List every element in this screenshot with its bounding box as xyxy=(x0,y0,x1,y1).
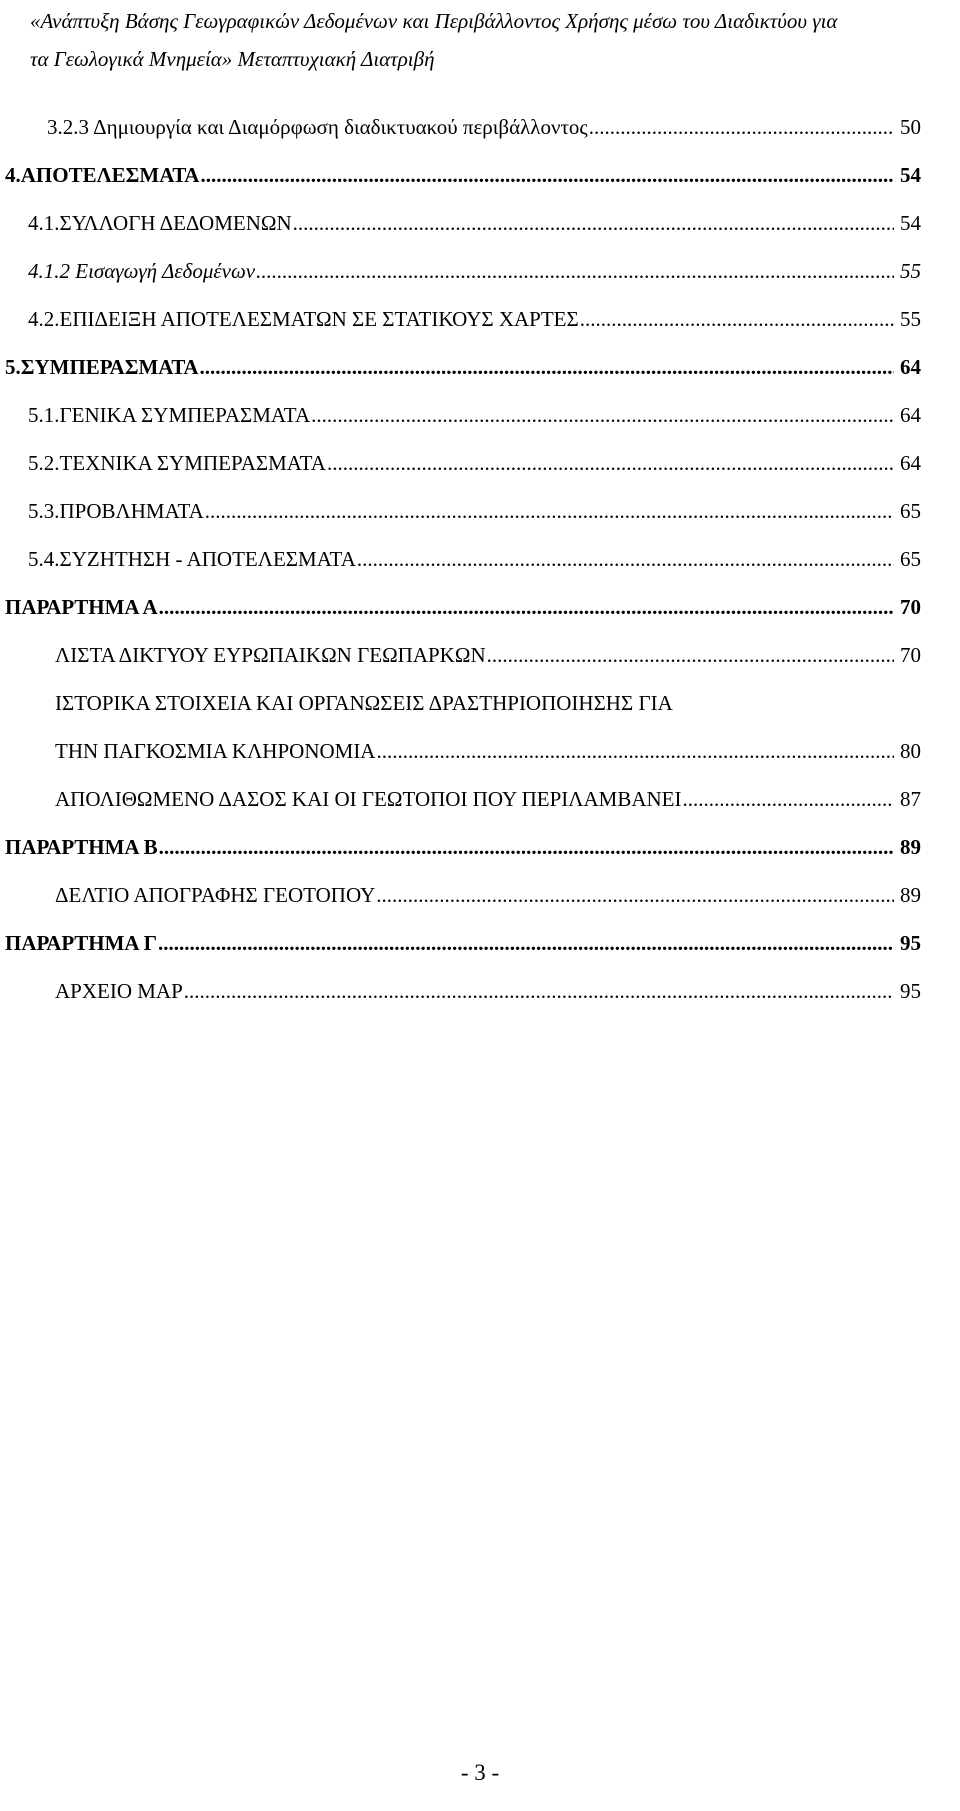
toc-entry-label: 4.1.ΣΥΛΛΟΓΗ ΔΕΔΟΜΕΝΩΝ xyxy=(28,211,292,235)
toc-entry-label: 4.1.2 Εισαγωγή Δεδομένων xyxy=(28,259,256,283)
toc-entry-page: 89 xyxy=(900,883,921,907)
toc-entry[interactable] xyxy=(5,592,921,622)
toc-entry-page: 65 xyxy=(900,499,921,523)
toc-entry-label: ΠΑΡΑΡΤΗΜΑ Γ xyxy=(5,931,158,955)
toc-entry-page: 80 xyxy=(900,739,921,763)
toc-entry-page: 55 xyxy=(900,259,921,283)
toc-entry[interactable] xyxy=(28,400,921,430)
toc-entry-label: ΑΡΧΕΙΟ MAP xyxy=(55,979,183,1003)
page-number: - 3 - xyxy=(460,1760,500,1785)
toc-entry-label: ΔΕΛΤΙΟ ΑΠΟΓΡΑΦΗΣ ΓΕΟΤΟΠΟΥ xyxy=(55,883,376,907)
toc-entry-page: 54 xyxy=(900,211,921,235)
document-header xyxy=(30,2,930,78)
toc-entry[interactable] xyxy=(55,880,921,910)
toc-entry[interactable] xyxy=(5,160,921,190)
toc-entry-label: ΤΗΝ ΠΑΓΚΟΣΜΙΑ ΚΛΗΡΟΝΟΜΙΑ xyxy=(55,739,376,763)
toc-entry[interactable] xyxy=(28,496,921,526)
header-line-2: τα Γεωλογικά Μνημεία» Μεταπτυχιακή Διατριβή xyxy=(30,47,435,71)
toc-entry-label[interactable]: ΙΣΤΟΡΙΚΑ ΣΤΟΙΧΕΙΑ ΚΑΙ ΟΡΓΑΝΩΣΕΙΣ ΔΡΑΣΤΗΡΙΟΠΟΙΗΣΗΣ ΓΙΑ xyxy=(55,691,673,715)
toc-entry-page: 70 xyxy=(900,643,921,667)
toc-entry-label: 5.2.ΤΕΧΝΙΚΑ ΣΥΜΠΕΡΑΣΜΑΤΑ xyxy=(28,451,326,475)
toc-entry-label: 4.ΑΠΟΤΕΛΕΣΜΑΤΑ xyxy=(5,163,200,187)
toc-entry-page: 55 xyxy=(900,307,921,331)
toc-entry-page: 89 xyxy=(900,835,921,859)
toc-entry-page: 64 xyxy=(900,403,921,427)
toc-entry[interactable] xyxy=(55,784,921,814)
toc-entry-label: 3.2.3 Δημιουργία και Διαμόρφωση διαδικτυακού περιβάλλοντος xyxy=(47,115,588,139)
toc-entry[interactable] xyxy=(5,928,921,958)
toc-entry[interactable] xyxy=(55,736,921,766)
toc-entry[interactable] xyxy=(28,208,921,238)
toc-entry-label: 4.2.ΕΠΙΔΕΙΞΗ ΑΠΟΤΕΛΕΣΜΑΤΩΝ ΣΕ ΣΤΑΤΙΚΟΥΣ ΧΑΡΤΕΣ xyxy=(28,307,579,331)
header-line-1: «Ανάπτυξη Βάσης Γεωγραφικών Δεδομένων και Περιβάλλοντος Χρήσης μέσω του Διαδικτύου για xyxy=(30,9,838,33)
toc-entry[interactable] xyxy=(47,112,921,142)
toc-entry-label: 5.3.ΠΡΟΒΛΗΜΑΤΑ xyxy=(28,499,204,523)
toc-entry-page: 54 xyxy=(900,163,921,187)
toc-entry-page: 64 xyxy=(900,355,921,379)
toc-entry-page: 50 xyxy=(900,115,921,139)
toc-entry-label: 5.ΣΥΜΠΕΡΑΣΜΑΤΑ xyxy=(5,355,199,379)
toc-entry-page: 64 xyxy=(900,451,921,475)
toc-entry-page: 87 xyxy=(900,787,921,811)
toc-entry-label: ΛΙΣΤΑ ΔΙΚΤΥΟΥ ΕΥΡΩΠΑΙΚΩΝ ΓΕΩΠΑΡΚΩΝ xyxy=(55,643,486,667)
toc-entry-page: 70 xyxy=(900,595,921,619)
toc-entry-label: ΠΑΡΑΡΤΗΜΑ Β xyxy=(5,835,158,859)
toc-entry-page: 65 xyxy=(900,547,921,571)
toc-entry[interactable] xyxy=(5,352,921,382)
toc-entry[interactable] xyxy=(5,832,921,862)
toc-entry[interactable] xyxy=(28,304,921,334)
toc-entry[interactable] xyxy=(28,448,921,478)
toc-entry-page: 95 xyxy=(900,979,921,1003)
toc-entry-label: ΠΑΡΑΡΤΗΜΑ Α xyxy=(5,595,158,619)
toc-entry[interactable] xyxy=(28,256,921,286)
toc-entry-label: 5.4.ΣΥΖΗΤΗΣΗ - ΑΠΟΤΕΛΕΣΜΑΤΑ xyxy=(28,547,356,571)
toc-entry-page: 95 xyxy=(900,931,921,955)
toc-entry[interactable] xyxy=(55,976,921,1006)
toc-entry-label: ΑΠΟΛΙΘΩΜΕΝΟ ΔΑΣΟΣ ΚΑΙ ΟΙ ΓΕΩΤΟΠΟΙ ΠΟΥ ΠΕΡΙΛΑΜΒΑΝΕΙ xyxy=(55,787,682,811)
toc-entry-label: 5.1.ΓΕΝΙΚΑ ΣΥΜΠΕΡΑΣΜΑΤΑ xyxy=(28,403,311,427)
toc-entry[interactable] xyxy=(28,544,921,574)
toc-entry[interactable] xyxy=(55,640,921,670)
